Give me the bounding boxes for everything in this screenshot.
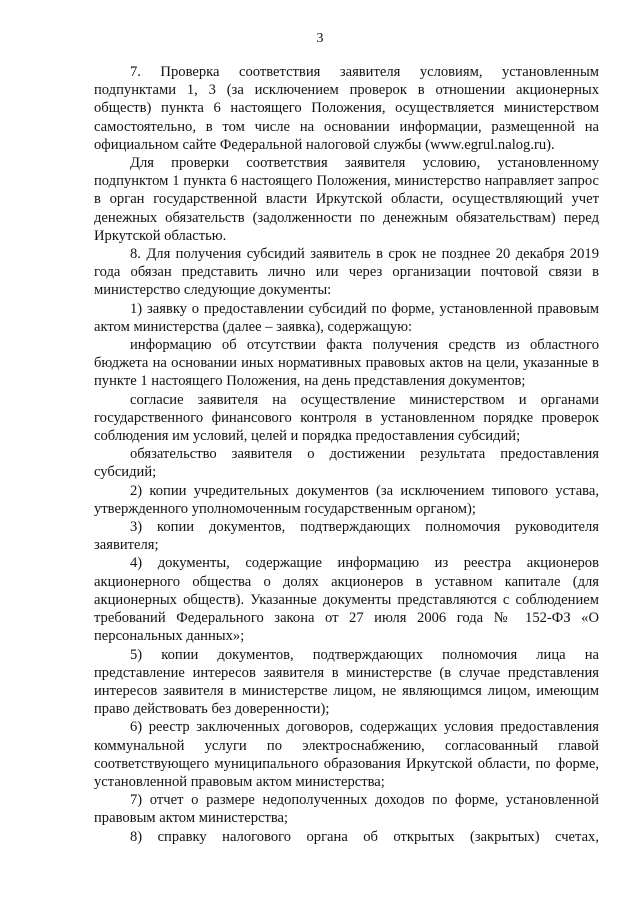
item-1-application: 1) заявку о предоставлении субсидий по форме, установленной правовым актом министерства (далее – заявка), содержащую:: [94, 300, 599, 335]
page-number: 3: [316, 31, 324, 46]
item-1-consent: согласие заявителя на осуществление министерством и органами государственного финансового контроля в установленном порядке проверок соблюдения им условий, целей и порядка предоставления субсидий;: [94, 391, 599, 445]
item-1-info: информацию об отсутствии факта получения средств из областного бюджета на основании иных нормативных правовых актов на цели, указанные в пункте 1 настоящего Положения, на день представления документов;: [94, 337, 599, 390]
item-2: 2) копии учредительных документов (за исключением типового устава, утвержденного уполномоченным государственным органом);: [94, 482, 599, 517]
item-5: 5) копии документов, подтверждающих полномочия лица на представление интересов заявителя в министерстве (в случае представления интересов заявителя в министерстве лицом, не являющимся лицом, имеющим право действовать без доверенности);: [94, 646, 599, 718]
item-3: 3) копии документов, подтверждающих полномочия руководителя заявителя;: [94, 519, 599, 554]
paragraph-8: 8. Для получения субсидий заявитель в срок не позднее 20 декабря 2019 года обязан представить лично или через организации почтовой связи в министерство следующие документы:: [94, 246, 599, 299]
item-7: 7) отчет о размере недополученных доходов по форме, установленной правовым актом министерства;: [94, 792, 599, 827]
paragraph-7-check: Для проверки соответствия заявителя условию, установленному подпунктом 1 пункта 6 настоящего Положения, министерство направляет запрос в орган государственной власти Иркутской области, осуществляющий учет денежных обязательств (задолженности по денежным обязательствам) перед Иркутской областью.: [94, 155, 599, 244]
item-8: 8) справку налогового органа об открытых (закрытых) счетах,: [130, 828, 599, 845]
document-body: [94, 63, 599, 846]
paragraph-7: 7. Проверка соответствия заявителя условиям, установленным подпунктами 1, 3 (за исключением проверок в отношении акционерных обществ) пункта 6 настоящего Положения, осуществляется министерством самостоятельно, в том числе на основании информации, размещенной на официальном сайте Федеральной налоговой службы (www.egrul.nalog.ru).: [94, 64, 599, 153]
item-1-obligation: обязательство заявителя о достижении результата предоставления субсидий;: [94, 446, 599, 481]
item-4: 4) документы, содержащие информацию из реестра акционеров акционерного общества о долях акционеров в уставном капитале (для акционерных обществ). Указанные документы представляются с соблюдением требований Федерального закона от 27 июля 2006 года № 152-ФЗ «О персональных данных»;: [94, 555, 599, 645]
item-6: 6) реестр заключенных договоров, содержащих условия предоставления коммунальной услуги по электроснабжению, согласованный главой соответствующего муниципального образования Иркутской области, по форме, установленной правовым актом министерства;: [94, 719, 599, 790]
